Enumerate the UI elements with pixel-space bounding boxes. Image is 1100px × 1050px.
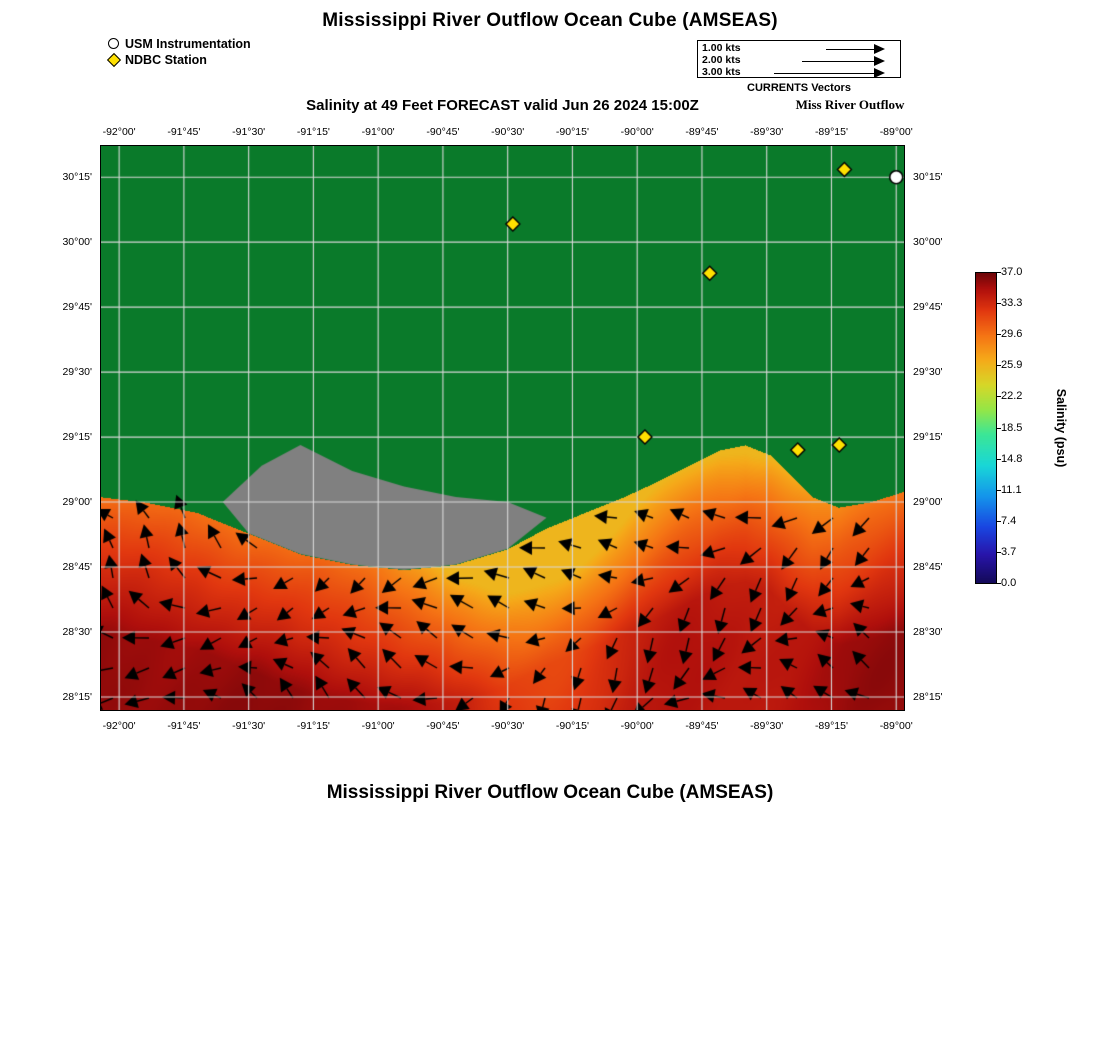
colorbar-tick-label: 22.2	[1001, 390, 1023, 403]
map-plot-area[interactable]	[100, 145, 905, 711]
lon-tick-bottom: -90°30'	[491, 720, 525, 732]
colorbar-tick-label: 7.4	[1001, 514, 1017, 527]
lon-tick-bottom: -90°00'	[620, 720, 654, 732]
lon-tick-top: -91°30'	[232, 126, 266, 138]
colorbar-tick-label: 25.9	[1001, 359, 1023, 372]
lat-tick-left: 29°30'	[62, 366, 92, 379]
footer-title: Mississippi River Outflow Ocean Cube (AMSEAS)	[326, 782, 774, 803]
lat-tick-right: 29°15'	[913, 431, 943, 444]
vector-key-caption: CURRENTS Vectors	[747, 82, 851, 94]
lat-tick-left: 28°15'	[62, 691, 92, 703]
colorbar-title: Salinity (psu)	[1054, 388, 1068, 468]
lat-tick-right: 29°00'	[913, 496, 943, 509]
lat-tick-left: 29°45'	[62, 301, 92, 314]
map-raster	[101, 146, 904, 710]
lon-tick-top: -90°30'	[491, 126, 525, 138]
lon-tick-bottom: -89°45'	[685, 720, 719, 732]
lon-tick-top: -91°45'	[167, 126, 201, 138]
diamond-marker-icon	[107, 52, 121, 66]
lon-tick-bottom: -89°15'	[814, 720, 848, 732]
lon-tick-top: -91°15'	[296, 126, 330, 138]
lon-tick-bottom: -89°30'	[750, 720, 784, 732]
lon-tick-top: -89°45'	[685, 126, 719, 138]
lon-tick-bottom: -90°15'	[555, 720, 589, 732]
lon-tick-top: -91°00'	[361, 126, 395, 138]
colorbar-tick-label: 29.6	[1001, 328, 1023, 341]
station-legend	[108, 36, 251, 67]
vector-arrowhead-icon	[874, 68, 885, 78]
lon-tick-top: -89°30'	[750, 126, 784, 138]
lon-tick-bottom: -91°30'	[232, 720, 266, 732]
vector-arrowhead-icon	[874, 56, 885, 66]
lat-tick-right: 28°15'	[913, 691, 943, 703]
lat-tick-left: 29°00'	[62, 496, 92, 509]
colorbar-tick-label: 14.8	[1001, 452, 1023, 465]
page-title: Mississippi River Outflow Ocean Cube (AMSEAS)	[322, 10, 778, 31]
vector-shaft-icon	[774, 73, 874, 74]
currents-vector-key	[697, 40, 901, 78]
circle-marker-icon	[108, 38, 119, 49]
vector-shaft-icon	[826, 49, 874, 50]
colorbar-tick-label: 0.0	[1001, 577, 1017, 589]
lat-tick-right: 28°45'	[913, 561, 943, 574]
lat-tick-left: 30°15'	[62, 171, 92, 184]
lat-tick-right: 30°15'	[913, 171, 943, 184]
colorbar-tick-label: 3.7	[1001, 545, 1017, 558]
lat-tick-left: 29°15'	[62, 431, 92, 444]
lat-tick-left: 28°30'	[62, 626, 92, 639]
vector-arrowhead-icon	[874, 44, 885, 54]
lat-tick-right: 28°30'	[913, 626, 943, 639]
colorbar-tick-label: 33.3	[1001, 297, 1023, 310]
lat-tick-left: 30°00'	[62, 236, 92, 249]
lon-tick-bottom: -91°00'	[361, 720, 395, 732]
vector-key-label-1: 1.00 kts	[702, 42, 741, 54]
lat-tick-right: 30°00'	[913, 236, 943, 249]
lon-tick-top: -90°45'	[426, 126, 460, 138]
colorbar-gradient	[975, 272, 997, 584]
vector-key-label-3: 3.00 kts	[702, 66, 741, 78]
colorbar-tick-label: 18.5	[1001, 421, 1023, 434]
lon-tick-bottom: -89°00'	[879, 720, 913, 732]
map-subtitle: Salinity at 49 Feet FORECAST valid Jun 26 2024 15:00Z	[306, 97, 699, 114]
lon-tick-top: -92°00'	[102, 126, 136, 138]
lon-tick-top: -90°15'	[555, 126, 589, 138]
legend-item-ndbc	[108, 52, 251, 67]
vector-key-label-2: 2.00 kts	[702, 54, 741, 66]
lon-tick-top: -90°00'	[620, 126, 654, 138]
lon-tick-bottom: -91°15'	[296, 720, 330, 732]
model-label: Miss River Outflow	[795, 97, 905, 112]
lon-tick-top: -89°15'	[814, 126, 848, 138]
legend-label-usm: USM Instrumentation	[125, 36, 251, 51]
legend-label-ndbc: NDBC Station	[125, 52, 207, 67]
vector-shaft-icon	[802, 61, 874, 62]
colorbar-tick-label: 11.1	[1001, 483, 1022, 496]
lat-tick-right: 29°45'	[913, 301, 943, 314]
legend-item-usm	[108, 36, 251, 51]
lon-tick-bottom: -92°00'	[102, 720, 136, 732]
lat-tick-left: 28°45'	[62, 561, 92, 574]
lon-tick-top: -89°00'	[879, 126, 913, 138]
colorbar-tick-label: 37.0	[1001, 266, 1023, 278]
lat-tick-right: 29°30'	[913, 366, 943, 379]
lon-tick-bottom: -91°45'	[167, 720, 201, 732]
lon-tick-bottom: -90°45'	[426, 720, 460, 732]
vector-key-row-3	[698, 67, 902, 79]
